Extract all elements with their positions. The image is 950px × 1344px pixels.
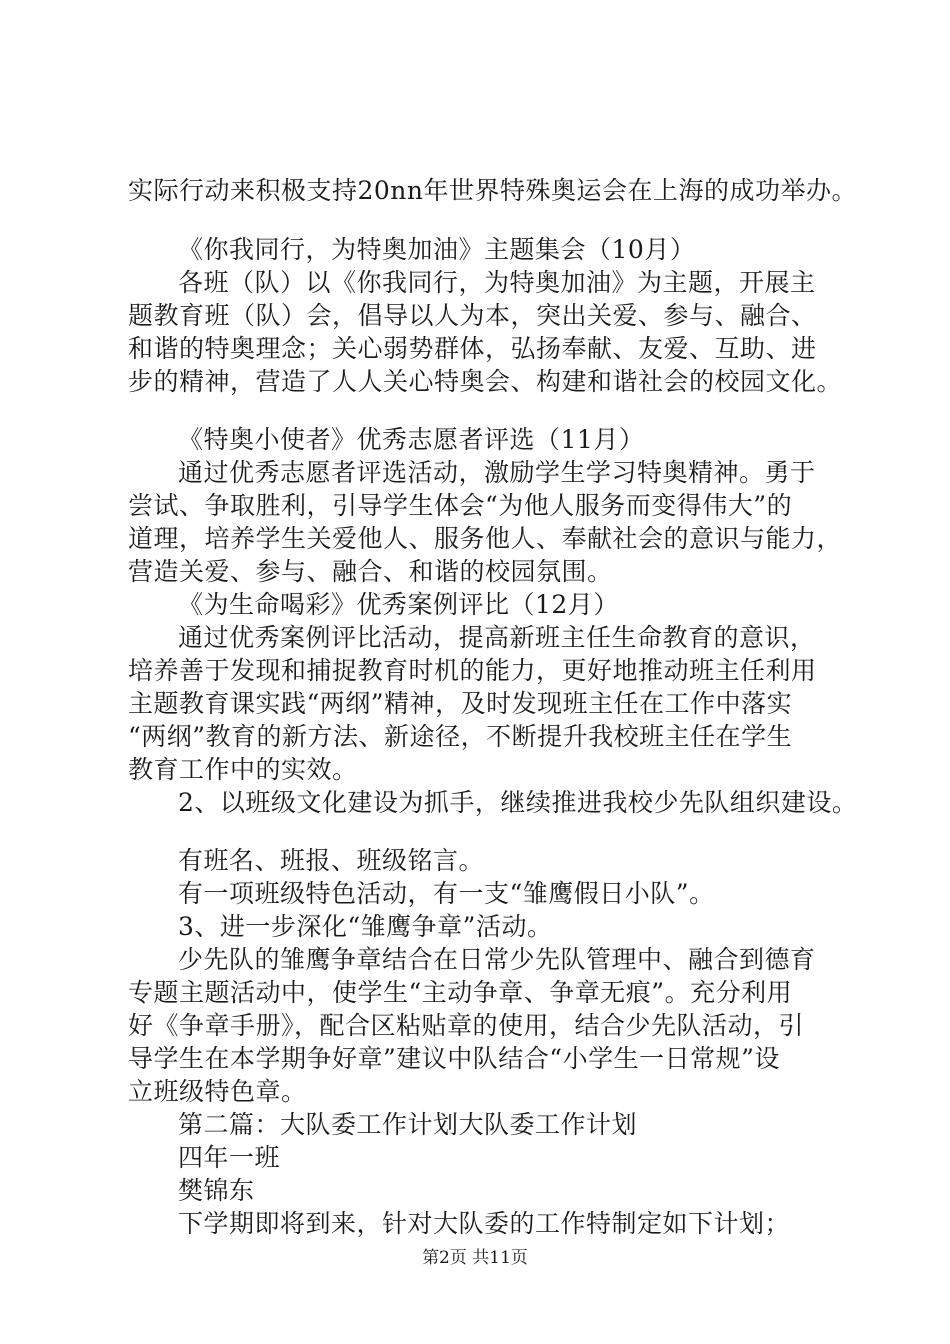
text-line: 立班级特色章。: [128, 1077, 307, 1106]
text-line: 步的精神，营造了人人关心特奥会、构建和谐社会的校园文化。: [128, 367, 843, 396]
text-line: 营造关爱、参与、融合、和谐的校园氛围。: [128, 557, 613, 586]
text-line: 通过优秀志愿者评选活动，激励学生学习特奥精神。勇于: [178, 458, 816, 487]
text-line: 2、以班级文化建设为抓手，继续推进我校少先队组织建设。: [178, 788, 858, 817]
text-line: 通过优秀案例评比活动，提高新班主任生命教育的意识，: [178, 623, 816, 652]
text-line: 教育工作中的实效。: [128, 755, 358, 784]
text-line: 3、进一步深化“雏鹰争章”活动。: [178, 912, 553, 941]
text-line: 下学期即将到来，针对大队委的工作特制定如下计划；: [178, 1209, 791, 1238]
text-line: 主题教育课实践“两纲”精神，及时发现班主任在工作中落实: [128, 689, 793, 718]
text-line: 培养善于发现和捕捉教育时机的能力，更好地推动班主任利用: [128, 656, 817, 685]
text-line: 有一项班级特色活动，有一支“雏鹰假日小队”。: [178, 879, 715, 908]
text-line: 四年一班: [178, 1143, 281, 1172]
text-line: 道理，培养学生关爱他人、服务他人、奉献社会的意识与能力，: [128, 524, 843, 553]
text-line: 题教育班（队）会，倡导以人为本，突出关爱、参与、融合、: [128, 301, 817, 330]
page-footer: 第2页 共11页: [422, 1248, 528, 1268]
section-heading: 《为生命喝彩》优秀案例评比（12月）: [178, 590, 619, 619]
text-line: 有班名、班报、班级铭言。: [178, 846, 485, 875]
section-heading: 《特奥小使者》优秀志愿者评选（11月）: [178, 425, 645, 454]
text-line: 好《争章手册》，配合区粘贴章的使用，结合少先队活动，引: [128, 1011, 805, 1040]
text-line: 专题主题活动中，使学生“主动争章、争章无痕”。充分利用: [128, 978, 793, 1007]
text-line: 各班（队）以《你我同行，为特奥加油》为主题，开展主: [178, 268, 816, 297]
text-line: 实际行动来积极支持20nn年世界特殊奥运会在上海的成功举办。: [128, 176, 858, 205]
text-line: 少先队的雏鹰争章结合在日常少先队管理中、融合到德育: [178, 945, 816, 974]
text-line: 樊锦东: [178, 1176, 255, 1205]
text-line: 和谐的特奥理念；关心弱势群体，弘扬奉献、友爱、互助、进: [128, 334, 817, 363]
text-line: 导学生在本学期争好章”建议中队结合“小学生一日常规”设: [128, 1044, 780, 1073]
section-heading: 第二篇：大队委工作计划大队委工作计划: [178, 1110, 638, 1139]
section-heading: 《你我同行，为特奥加油》主题集会（10月）: [178, 235, 696, 264]
text-line: 尝试、争取胜利，引导学生体会“为他人服务而变得伟大”的: [128, 491, 793, 520]
text-line: “两纲”教育的新方法、新途径，不断提升我校班主任在学生: [128, 722, 793, 751]
